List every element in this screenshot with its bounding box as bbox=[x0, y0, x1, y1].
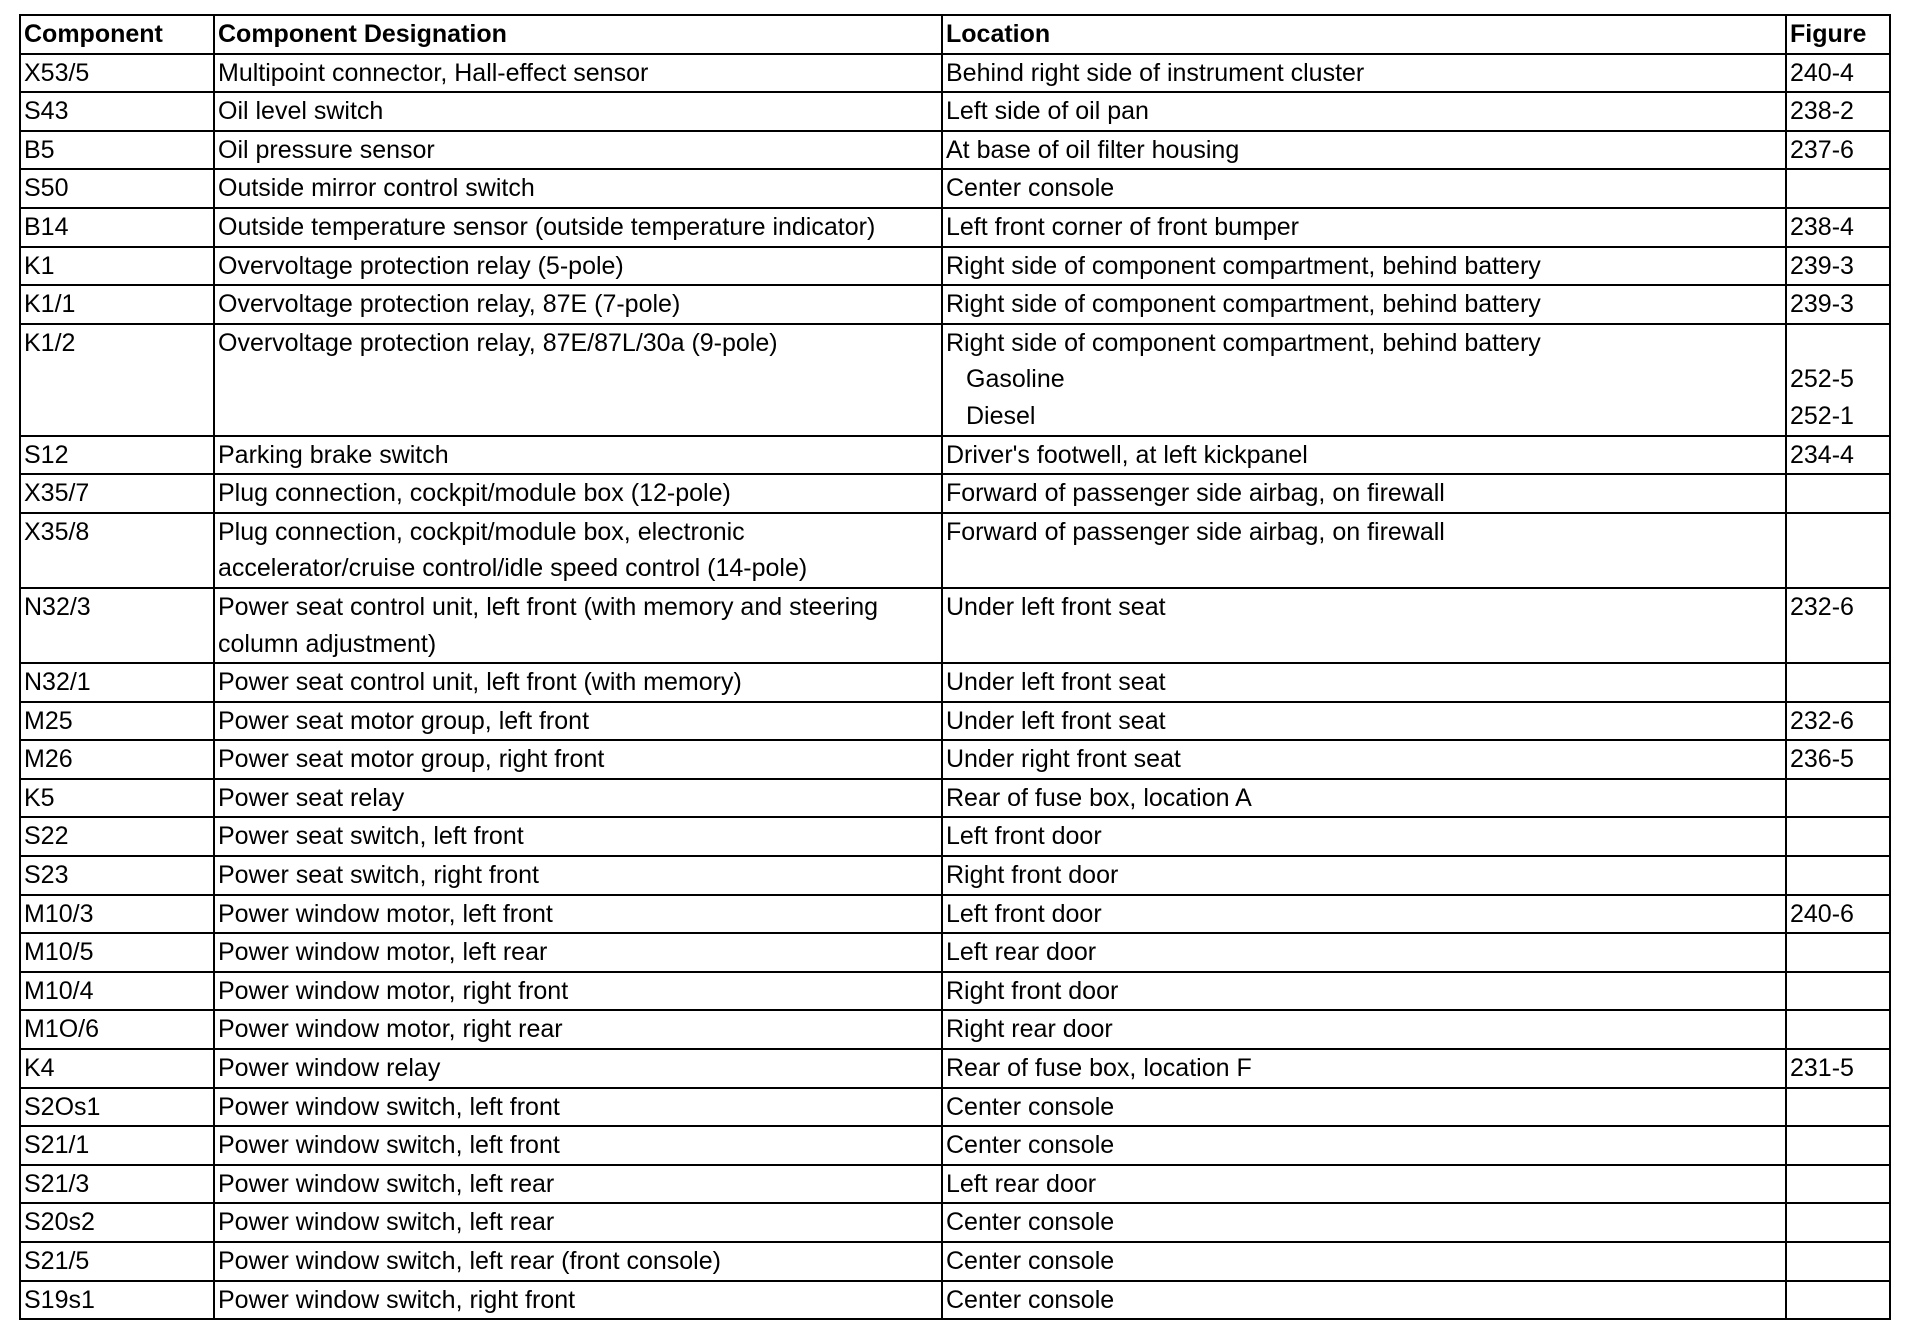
column-header-designation: Component Designation bbox=[214, 15, 942, 54]
cell-designation: Parking brake switch bbox=[214, 436, 942, 475]
cell-location: Right rear door bbox=[942, 1010, 1786, 1049]
table-row bbox=[20, 247, 1890, 286]
cell-figure bbox=[1786, 1126, 1890, 1165]
cell-designation: Power seat motor group, right front bbox=[214, 740, 942, 779]
cell-component: B5 bbox=[20, 131, 214, 170]
cell-location: Left rear door bbox=[942, 933, 1786, 972]
cell-location: Right side of component compartment, behind battery bbox=[942, 247, 1786, 286]
location-variant: Diesel bbox=[966, 401, 1036, 430]
figure-main bbox=[1790, 325, 1886, 362]
cell-location: Right front door bbox=[942, 856, 1786, 895]
cell-figure bbox=[1786, 663, 1890, 702]
cell-component: S21/3 bbox=[20, 1165, 214, 1204]
cell-component: M26 bbox=[20, 740, 214, 779]
header-row bbox=[20, 15, 1890, 54]
cell-figure bbox=[1786, 1242, 1890, 1281]
table-row bbox=[20, 54, 1890, 93]
cell-component: S23 bbox=[20, 856, 214, 895]
cell-figure bbox=[1786, 817, 1890, 856]
component-location-table bbox=[19, 14, 1891, 1320]
table-row bbox=[20, 131, 1890, 170]
cell-designation: Power window motor, left rear bbox=[214, 933, 942, 972]
table-row bbox=[20, 663, 1890, 702]
table-row bbox=[20, 702, 1890, 741]
cell-designation: Power window switch, right front bbox=[214, 1281, 942, 1320]
cell-designation: Power window switch, left front bbox=[214, 1126, 942, 1165]
cell-figure: 234-4 bbox=[1786, 436, 1890, 475]
cell-location: Left front door bbox=[942, 817, 1786, 856]
cell-figure bbox=[1786, 1010, 1890, 1049]
table-row bbox=[20, 895, 1890, 934]
table-row bbox=[20, 1010, 1890, 1049]
cell-designation: Power window switch, left rear bbox=[214, 1165, 942, 1204]
cell-designation: Power window switch, left rear (front console) bbox=[214, 1242, 942, 1281]
cell-figure bbox=[1786, 1281, 1890, 1320]
cell-component: S2Os1 bbox=[20, 1088, 214, 1127]
cell-designation: Oil pressure sensor bbox=[214, 131, 942, 170]
table-row bbox=[20, 92, 1890, 131]
cell-designation: Outside mirror control switch bbox=[214, 169, 942, 208]
table-row bbox=[20, 779, 1890, 818]
cell-figure bbox=[1786, 474, 1890, 513]
cell-component: S21/5 bbox=[20, 1242, 214, 1281]
cell-location: Under right front seat bbox=[942, 740, 1786, 779]
cell-figure bbox=[1786, 513, 1890, 588]
location-variant: Gasoline bbox=[966, 365, 1065, 394]
cell-location: Left front corner of front bumper bbox=[942, 208, 1786, 247]
cell-location: Center console bbox=[942, 1281, 1786, 1320]
table-row bbox=[20, 1126, 1890, 1165]
table-row bbox=[20, 817, 1890, 856]
table-row bbox=[20, 1281, 1890, 1320]
cell-figure: 239-3 bbox=[1786, 247, 1890, 286]
table-row bbox=[20, 740, 1890, 779]
cell-location: Left front door bbox=[942, 895, 1786, 934]
cell-figure bbox=[1786, 779, 1890, 818]
cell-component: S43 bbox=[20, 92, 214, 131]
cell-location: Under left front seat bbox=[942, 702, 1786, 741]
cell-figure bbox=[1786, 1203, 1890, 1242]
cell-figure bbox=[1786, 933, 1890, 972]
cell-figure: 237-6 bbox=[1786, 131, 1890, 170]
cell-figure: 231-5 bbox=[1786, 1049, 1890, 1088]
figure-variant: 252-1 bbox=[1790, 401, 1854, 430]
cell-component: M10/4 bbox=[20, 972, 214, 1011]
cell-component: M25 bbox=[20, 702, 214, 741]
cell-component: M10/3 bbox=[20, 895, 214, 934]
cell-figure bbox=[1786, 324, 1890, 436]
table-row bbox=[20, 169, 1890, 208]
cell-designation: Power seat control unit, left front (with memory) bbox=[214, 663, 942, 702]
table-row bbox=[20, 285, 1890, 324]
table-row bbox=[20, 208, 1890, 247]
cell-component: K4 bbox=[20, 1049, 214, 1088]
table-row bbox=[20, 1242, 1890, 1281]
cell-component: N32/1 bbox=[20, 663, 214, 702]
cell-designation: Outside temperature sensor (outside temperature indicator) bbox=[214, 208, 942, 247]
table-row bbox=[20, 588, 1890, 663]
cell-location: Forward of passenger side airbag, on firewall bbox=[942, 474, 1786, 513]
cell-designation: Power seat control unit, left front (with memory and steering column adjustment) bbox=[214, 588, 942, 663]
cell-location: Driver's footwell, at left kickpanel bbox=[942, 436, 1786, 475]
cell-component: B14 bbox=[20, 208, 214, 247]
table-row bbox=[20, 474, 1890, 513]
cell-figure bbox=[1786, 972, 1890, 1011]
cell-designation: Power seat motor group, left front bbox=[214, 702, 942, 741]
cell-component: S12 bbox=[20, 436, 214, 475]
cell-component: N32/3 bbox=[20, 588, 214, 663]
cell-component: M1O/6 bbox=[20, 1010, 214, 1049]
cell-designation: Oil level switch bbox=[214, 92, 942, 131]
cell-designation: Power window relay bbox=[214, 1049, 942, 1088]
table-row bbox=[20, 1165, 1890, 1204]
cell-component: X53/5 bbox=[20, 54, 214, 93]
table-row bbox=[20, 324, 1890, 436]
cell-location: Rear of fuse box, location A bbox=[942, 779, 1786, 818]
cell-figure: 239-3 bbox=[1786, 285, 1890, 324]
cell-location: Center console bbox=[942, 1203, 1786, 1242]
cell-designation: Power window motor, left front bbox=[214, 895, 942, 934]
cell-figure bbox=[1786, 1165, 1890, 1204]
cell-location: Under left front seat bbox=[942, 588, 1786, 663]
cell-location: Right front door bbox=[942, 972, 1786, 1011]
cell-figure: 232-6 bbox=[1786, 702, 1890, 741]
cell-component: S21/1 bbox=[20, 1126, 214, 1165]
cell-figure: 240-4 bbox=[1786, 54, 1890, 93]
cell-location: Center console bbox=[942, 1088, 1786, 1127]
table-row bbox=[20, 1049, 1890, 1088]
cell-location: Center console bbox=[942, 1126, 1786, 1165]
cell-location bbox=[942, 324, 1786, 436]
cell-location: Left side of oil pan bbox=[942, 92, 1786, 131]
cell-designation: Power window motor, right rear bbox=[214, 1010, 942, 1049]
cell-designation: Overvoltage protection relay, 87E (7-pole) bbox=[214, 285, 942, 324]
cell-component: S19s1 bbox=[20, 1281, 214, 1320]
cell-designation: Power seat relay bbox=[214, 779, 942, 818]
cell-figure: 240-6 bbox=[1786, 895, 1890, 934]
cell-component: M10/5 bbox=[20, 933, 214, 972]
cell-designation: Plug connection, cockpit/module box, electronic accelerator/cruise control/idle speed control (14-pole) bbox=[214, 513, 942, 588]
cell-location: Center console bbox=[942, 1242, 1786, 1281]
cell-designation: Power window switch, left rear bbox=[214, 1203, 942, 1242]
cell-component: S20s2 bbox=[20, 1203, 214, 1242]
cell-designation: Power window switch, left front bbox=[214, 1088, 942, 1127]
cell-location: Behind right side of instrument cluster bbox=[942, 54, 1786, 93]
cell-location: Center console bbox=[942, 169, 1786, 208]
table-body bbox=[20, 54, 1890, 1320]
table-row bbox=[20, 436, 1890, 475]
column-header-figure: Figure bbox=[1786, 15, 1890, 54]
cell-designation: Overvoltage protection relay, 87E/87L/30a (9-pole) bbox=[214, 324, 942, 436]
cell-designation: Overvoltage protection relay (5-pole) bbox=[214, 247, 942, 286]
cell-component: S50 bbox=[20, 169, 214, 208]
cell-component: K1/2 bbox=[20, 324, 214, 436]
cell-figure bbox=[1786, 1088, 1890, 1127]
cell-figure: 236-5 bbox=[1786, 740, 1890, 779]
cell-location: Rear of fuse box, location F bbox=[942, 1049, 1786, 1088]
cell-location: Under left front seat bbox=[942, 663, 1786, 702]
cell-location: Forward of passenger side airbag, on firewall bbox=[942, 513, 1786, 588]
cell-figure bbox=[1786, 856, 1890, 895]
location-main: Right side of component compartment, behind battery bbox=[946, 328, 1541, 357]
cell-location: Right side of component compartment, behind battery bbox=[942, 285, 1786, 324]
table-row bbox=[20, 972, 1890, 1011]
cell-figure: 238-4 bbox=[1786, 208, 1890, 247]
figure-variant: 252-5 bbox=[1790, 365, 1854, 394]
cell-component: K5 bbox=[20, 779, 214, 818]
table-row bbox=[20, 856, 1890, 895]
column-header-location: Location bbox=[942, 15, 1786, 54]
table-row bbox=[20, 513, 1890, 588]
cell-component: X35/8 bbox=[20, 513, 214, 588]
cell-designation: Power window motor, right front bbox=[214, 972, 942, 1011]
cell-location: At base of oil filter housing bbox=[942, 131, 1786, 170]
column-header-component: Component bbox=[20, 15, 214, 54]
cell-figure: 232-6 bbox=[1786, 588, 1890, 663]
cell-designation: Plug connection, cockpit/module box (12-pole) bbox=[214, 474, 942, 513]
cell-component: K1/1 bbox=[20, 285, 214, 324]
cell-component: K1 bbox=[20, 247, 214, 286]
cell-designation: Power seat switch, right front bbox=[214, 856, 942, 895]
cell-designation: Power seat switch, left front bbox=[214, 817, 942, 856]
cell-location: Left rear door bbox=[942, 1165, 1786, 1204]
table-row bbox=[20, 1088, 1890, 1127]
cell-designation: Multipoint connector, Hall-effect sensor bbox=[214, 54, 942, 93]
cell-figure bbox=[1786, 169, 1890, 208]
table-row bbox=[20, 1203, 1890, 1242]
cell-component: S22 bbox=[20, 817, 214, 856]
cell-figure: 238-2 bbox=[1786, 92, 1890, 131]
cell-component: X35/7 bbox=[20, 474, 214, 513]
table-row bbox=[20, 933, 1890, 972]
